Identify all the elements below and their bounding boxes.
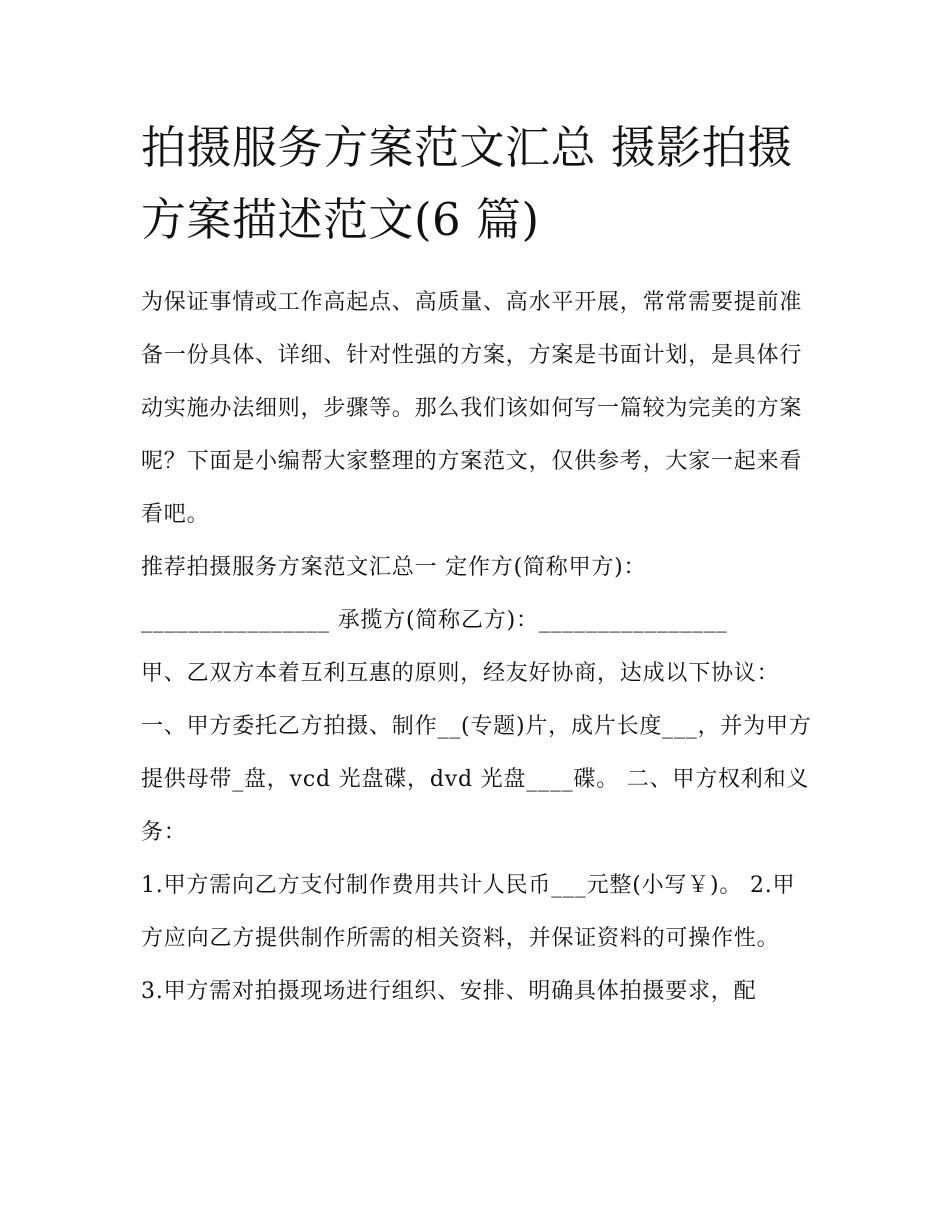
clause-1-paragraph: 一、甲方委托乙方拍摄、制作__(专题)片，成片长度___，并为甲方提供母带_盘，vcd 光盘碟，dvd 光盘____碟。 二、甲方权利和义务： (141, 714, 812, 845)
document-title: 拍摄服务方案范文汇总 摄影拍摄方案描述范文(6 篇) (141, 121, 793, 246)
party-line: ________________ 承揽方(简称乙方)：________________ (141, 608, 728, 633)
items-1-2-paragraph: 1.甲方需向乙方支付制作费用共计人民币___元整(小写￥)。 2.甲方应向乙方提供制作所需的相关资料，并保证资料的可操作性。 (141, 873, 796, 951)
section-heading: 推荐拍摄服务方案范文汇总一 定作方(简称甲方)： (141, 555, 647, 580)
intro-paragraph: 为保证事情或工作高起点、高质量、高水平开展，常常需要提前准备一份具体、详细、针对性强的方案，方案是书面计划，是具体行动实施办法细则，步骤等。那么我们该如何写一篇较为完美的方案呢？下面是小编帮大家整理的方案范文，仅供参考，大家一起来看看吧。 (141, 290, 803, 527)
agreement-paragraph: 甲、乙双方本着互利互惠的原则，经友好协商，达成以下协议： (141, 661, 780, 686)
item-3-paragraph: 3.甲方需对拍摄现场进行组织、安排、明确具体拍摄要求，配 (141, 979, 757, 1004)
document-body (141, 112, 816, 1018)
